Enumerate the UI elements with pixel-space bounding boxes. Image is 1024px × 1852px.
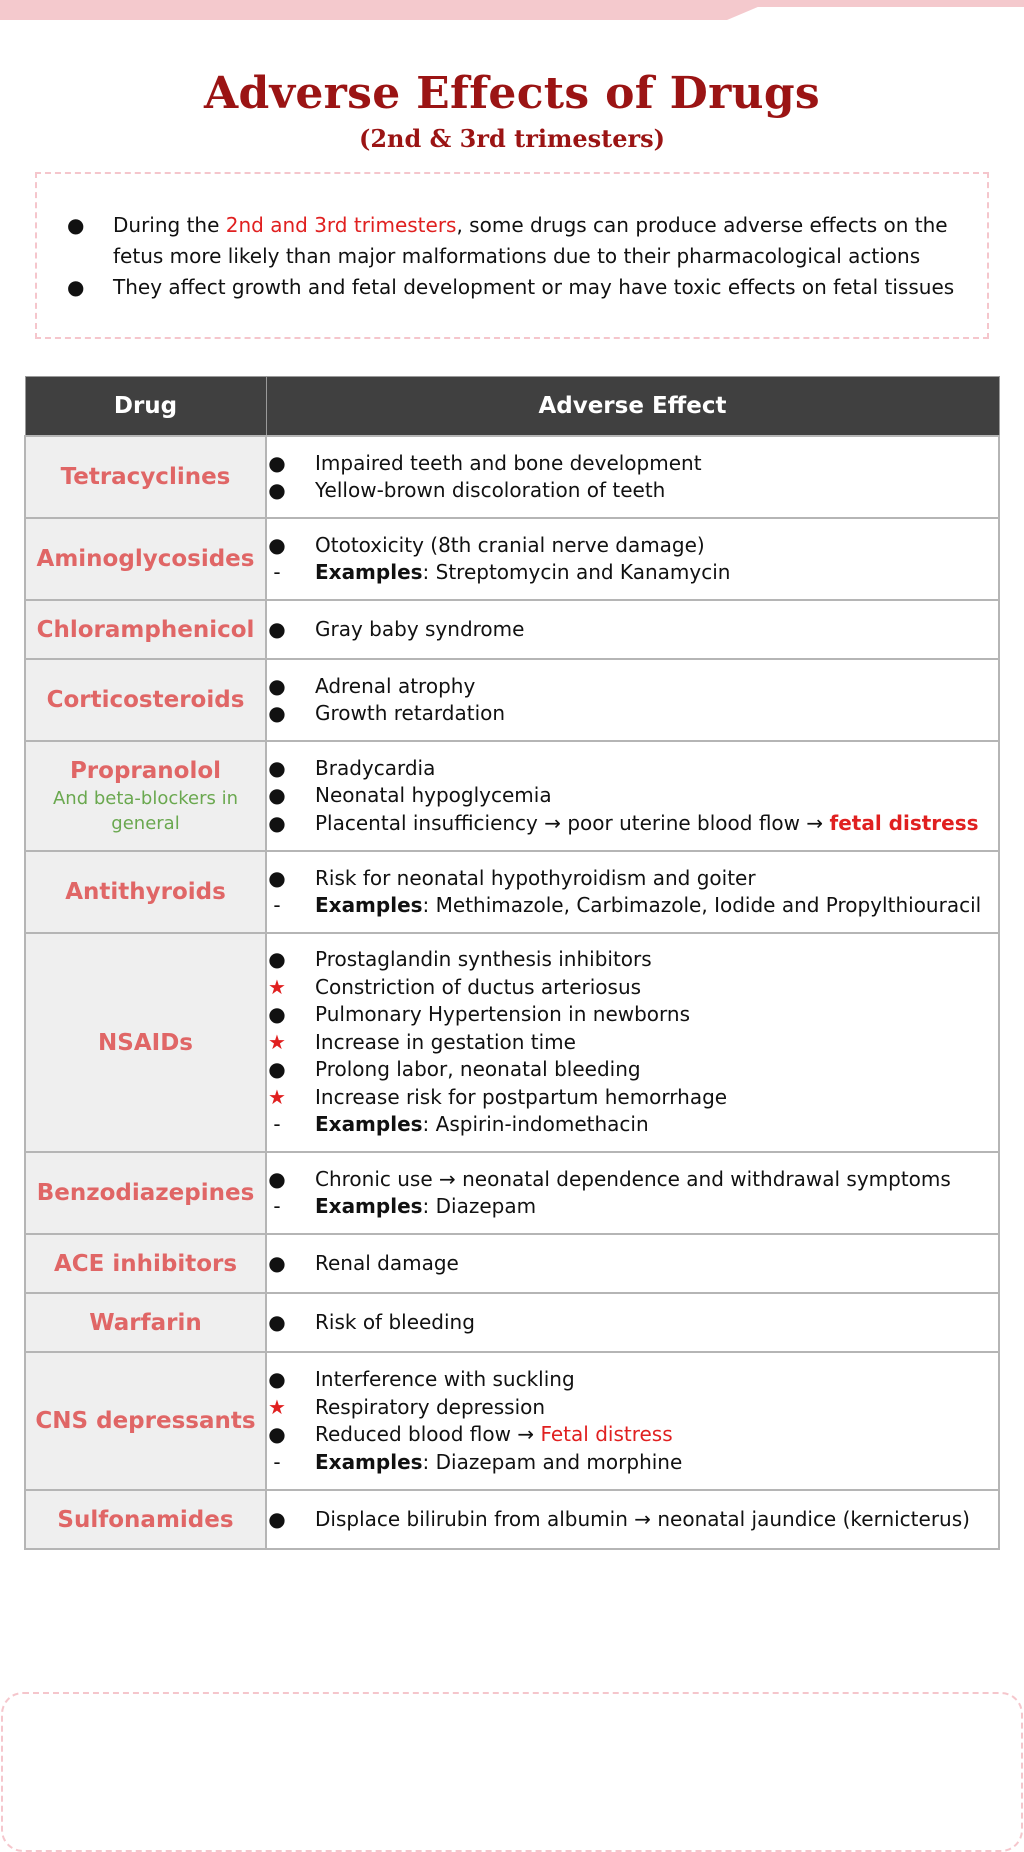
table-row (25, 741, 999, 851)
effect-list (267, 616, 998, 644)
examples-label: Examples (315, 1194, 423, 1218)
examples-label: Examples (315, 1449, 423, 1474)
effect-item (267, 1056, 998, 1084)
effect-item (267, 946, 998, 974)
bullet-icon: ● (268, 1367, 286, 1391)
effect-cell (266, 659, 999, 741)
effect-list (267, 1366, 998, 1476)
effect-item (267, 616, 998, 644)
dash-marker: - (273, 1449, 281, 1474)
effect-list (267, 1506, 998, 1534)
effect-list (267, 532, 998, 587)
effect-text: Interference with suckling (315, 1367, 575, 1391)
effect-text: Risk for neonatal hypothyroidism and goiter (315, 865, 756, 890)
table-row (25, 1352, 999, 1490)
effect-text: Pulmonary Hypertension in newborns (315, 1002, 690, 1027)
bullet-icon: ● (268, 1506, 286, 1531)
effect-text: Yellow-brown discoloration of teeth (315, 478, 666, 502)
drug-cell (25, 659, 266, 741)
examples-label: Examples (315, 893, 423, 917)
effect-text: Reduced blood flow → (315, 1422, 541, 1446)
drug-cell (25, 851, 266, 933)
drug-cell (25, 518, 266, 600)
drug-cell (25, 1352, 266, 1490)
intro-bullet-1: ● During the 2nd and 3rd trimesters, some drugs can produce adverse effects on the fetus more likely than major malformations due to their pharmacological actions (67, 210, 957, 272)
effect-text: : Streptomycin and Kanamycin (422, 560, 731, 584)
table-row (25, 1293, 999, 1352)
bullet-icon: ● (268, 1166, 286, 1191)
effect-text: Constriction of ductus arteriosus (315, 974, 642, 999)
effect-text: Prostaglandin synthesis inhibitors (315, 947, 652, 972)
bullet-icon: ● (268, 1422, 286, 1446)
effect-text: Ototoxicity (8th cranial nerve damage) (315, 532, 705, 557)
drug-cell (25, 1152, 266, 1234)
table-row (25, 851, 999, 933)
bullet-icon: ● (67, 275, 85, 299)
effect-item (267, 1250, 998, 1278)
table-header-row (25, 377, 999, 437)
effect-cell (266, 1293, 999, 1352)
effect-text: Growth retardation (315, 701, 506, 725)
drug-name: Chloramphenicol (36, 616, 255, 643)
effect-item (267, 1001, 998, 1029)
effect-cell (266, 600, 999, 659)
effect-text: Impaired teeth and bone development (315, 450, 702, 475)
effect-item (267, 1084, 998, 1112)
effect-cell (266, 518, 999, 600)
effect-text: Increase in gestation time (315, 1029, 576, 1054)
effect-text: Displace bilirubin from albumin → neonatal jaundice (kernicterus) (315, 1506, 970, 1531)
table-row (25, 1152, 999, 1234)
drug-cell (25, 1293, 266, 1352)
effect-item (267, 892, 998, 920)
effect-item (267, 865, 998, 893)
effect-text: : Diazepam (422, 1194, 537, 1218)
effect-cell (266, 933, 999, 1152)
drug-effects-table (24, 376, 1000, 1550)
effect-item (267, 450, 998, 478)
effect-item (267, 974, 998, 1002)
effect-text: Respiratory depression (315, 1394, 546, 1419)
effect-cell (266, 1352, 999, 1490)
effect-list (267, 450, 998, 505)
effect-item (267, 1449, 998, 1477)
page-subtitle: (2nd & 3rd trimesters) (358, 124, 666, 153)
drug-cell (25, 1490, 266, 1549)
effect-item (267, 755, 998, 783)
effect-item (267, 559, 998, 587)
drug-name: CNS depressants (35, 1408, 256, 1434)
intro-list (67, 210, 957, 303)
effect-text: Risk of bleeding (315, 1309, 475, 1334)
table-row (25, 933, 999, 1152)
effect-cell (266, 741, 999, 851)
effect-text: Gray baby syndrome (315, 616, 525, 641)
drug-cell (25, 741, 266, 851)
effect-list (267, 865, 998, 920)
effect-item (267, 1421, 998, 1449)
bullet-icon: ● (268, 1250, 286, 1275)
drug-note: And beta-blockers in general (52, 788, 239, 834)
dash-marker: - (273, 1112, 281, 1137)
effect-item (267, 1029, 998, 1057)
star-icon: ★ (268, 1084, 286, 1109)
effect-text: : Methimazole, Carbimazole, Iodide and Propylthiouracil (422, 893, 982, 917)
effect-list (267, 1250, 998, 1278)
effect-list (267, 1166, 998, 1221)
effect-list (267, 673, 998, 728)
intro-bullet-2: ● They affect growth and fetal development or may have toxic effects on fetal tissues (67, 272, 957, 303)
fetal-distress-highlight: Fetal distress (540, 1422, 673, 1446)
drug-name: Benzodiazepines (36, 1180, 255, 1206)
effect-text: Bradycardia (315, 755, 436, 780)
header-adverse-effect: Adverse Effect (266, 377, 999, 437)
bullet-icon: ● (268, 478, 286, 502)
effect-list (267, 755, 998, 838)
drug-name: ACE inhibitors (53, 1250, 238, 1277)
page-title: Adverse Effects of Drugs (204, 68, 820, 119)
trimester-highlight: 2nd and 3rd trimesters (225, 213, 457, 237)
effect-text: Renal damage (315, 1250, 459, 1275)
effect-item (267, 810, 998, 838)
bullet-icon: ● (268, 865, 286, 890)
drug-cell (25, 436, 266, 518)
effect-cell (266, 851, 999, 933)
drug-name: Sulfonamides (57, 1506, 234, 1533)
effect-cell (266, 1234, 999, 1293)
table-row (25, 518, 999, 600)
effect-item (267, 532, 998, 560)
effect-item (267, 700, 998, 728)
examples-label: Examples (315, 560, 423, 584)
effect-item (267, 673, 998, 701)
effect-text: Placental insufficiency → poor uterine blood flow → (315, 810, 830, 835)
effect-item (267, 1366, 998, 1394)
dash-marker: - (273, 1194, 281, 1218)
bullet-icon: ● (268, 532, 286, 557)
effect-text: Chronic use → neonatal dependence and withdrawal symptoms (315, 1166, 951, 1191)
table-row (25, 659, 999, 741)
table-row (25, 600, 999, 659)
effect-cell (266, 1152, 999, 1234)
drug-name: NSAIDs (98, 1029, 193, 1056)
star-icon: ★ (268, 1029, 286, 1054)
drug-cell (25, 933, 266, 1152)
effect-list (267, 1309, 998, 1337)
effect-item (267, 1506, 998, 1534)
star-icon: ★ (268, 1394, 286, 1419)
effect-item (267, 1111, 998, 1139)
drug-name: Aminoglycosides (36, 546, 255, 572)
drug-name: Corticosteroids (46, 687, 245, 713)
intro-box (35, 172, 989, 339)
effect-cell (266, 1490, 999, 1549)
effect-text: : Aspirin-indomethacin (422, 1112, 649, 1137)
bullet-icon: ● (268, 947, 286, 972)
drug-cell (25, 600, 266, 659)
effect-cell (266, 436, 999, 518)
bullet-icon: ● (268, 701, 286, 725)
star-icon: ★ (268, 974, 286, 999)
effect-list (267, 946, 998, 1139)
effect-text: Prolong labor, neonatal bleeding (315, 1057, 641, 1082)
effect-text: Adrenal atrophy (315, 673, 476, 698)
bullet-icon: ● (268, 1002, 286, 1027)
effect-item (267, 477, 998, 505)
effect-item (267, 1166, 998, 1194)
effect-text: Neonatal hypoglycemia (315, 783, 552, 808)
top-accent-bar (0, 0, 1024, 20)
table-row (25, 436, 999, 518)
header-drug: Drug (25, 377, 266, 437)
bullet-icon: ● (268, 1057, 286, 1082)
bullet-icon: ● (268, 755, 286, 780)
table-body (25, 436, 999, 1549)
fetal-distress-highlight: fetal distress (829, 810, 979, 835)
bullet-icon: ● (67, 213, 85, 237)
footer-dashed-box (1, 1692, 1023, 1852)
bullet-icon: ● (268, 450, 286, 475)
effect-text: : Diazepam and morphine (422, 1449, 683, 1474)
bullet-icon: ● (268, 616, 286, 641)
bullet-icon: ● (268, 1309, 286, 1334)
effect-item (267, 1394, 998, 1422)
bullet-icon: ● (268, 783, 286, 808)
table-row (25, 1234, 999, 1293)
effect-item (267, 782, 998, 810)
drug-name: Tetracyclines (60, 464, 231, 490)
effect-text: Increase risk for postpartum hemorrhage (315, 1084, 728, 1109)
examples-label: Examples (315, 1112, 423, 1137)
dash-marker: - (273, 893, 281, 917)
drug-name: Antithyroids (65, 879, 226, 905)
table-row (25, 1490, 999, 1549)
drug-cell (25, 1234, 266, 1293)
dash-marker: - (273, 560, 281, 584)
bullet-icon: ● (268, 673, 286, 698)
drug-name: Propranolol (69, 758, 222, 784)
drug-name: Warfarin (89, 1309, 202, 1336)
effect-item (267, 1309, 998, 1337)
bullet-icon: ● (268, 810, 286, 835)
effect-item (267, 1193, 998, 1221)
